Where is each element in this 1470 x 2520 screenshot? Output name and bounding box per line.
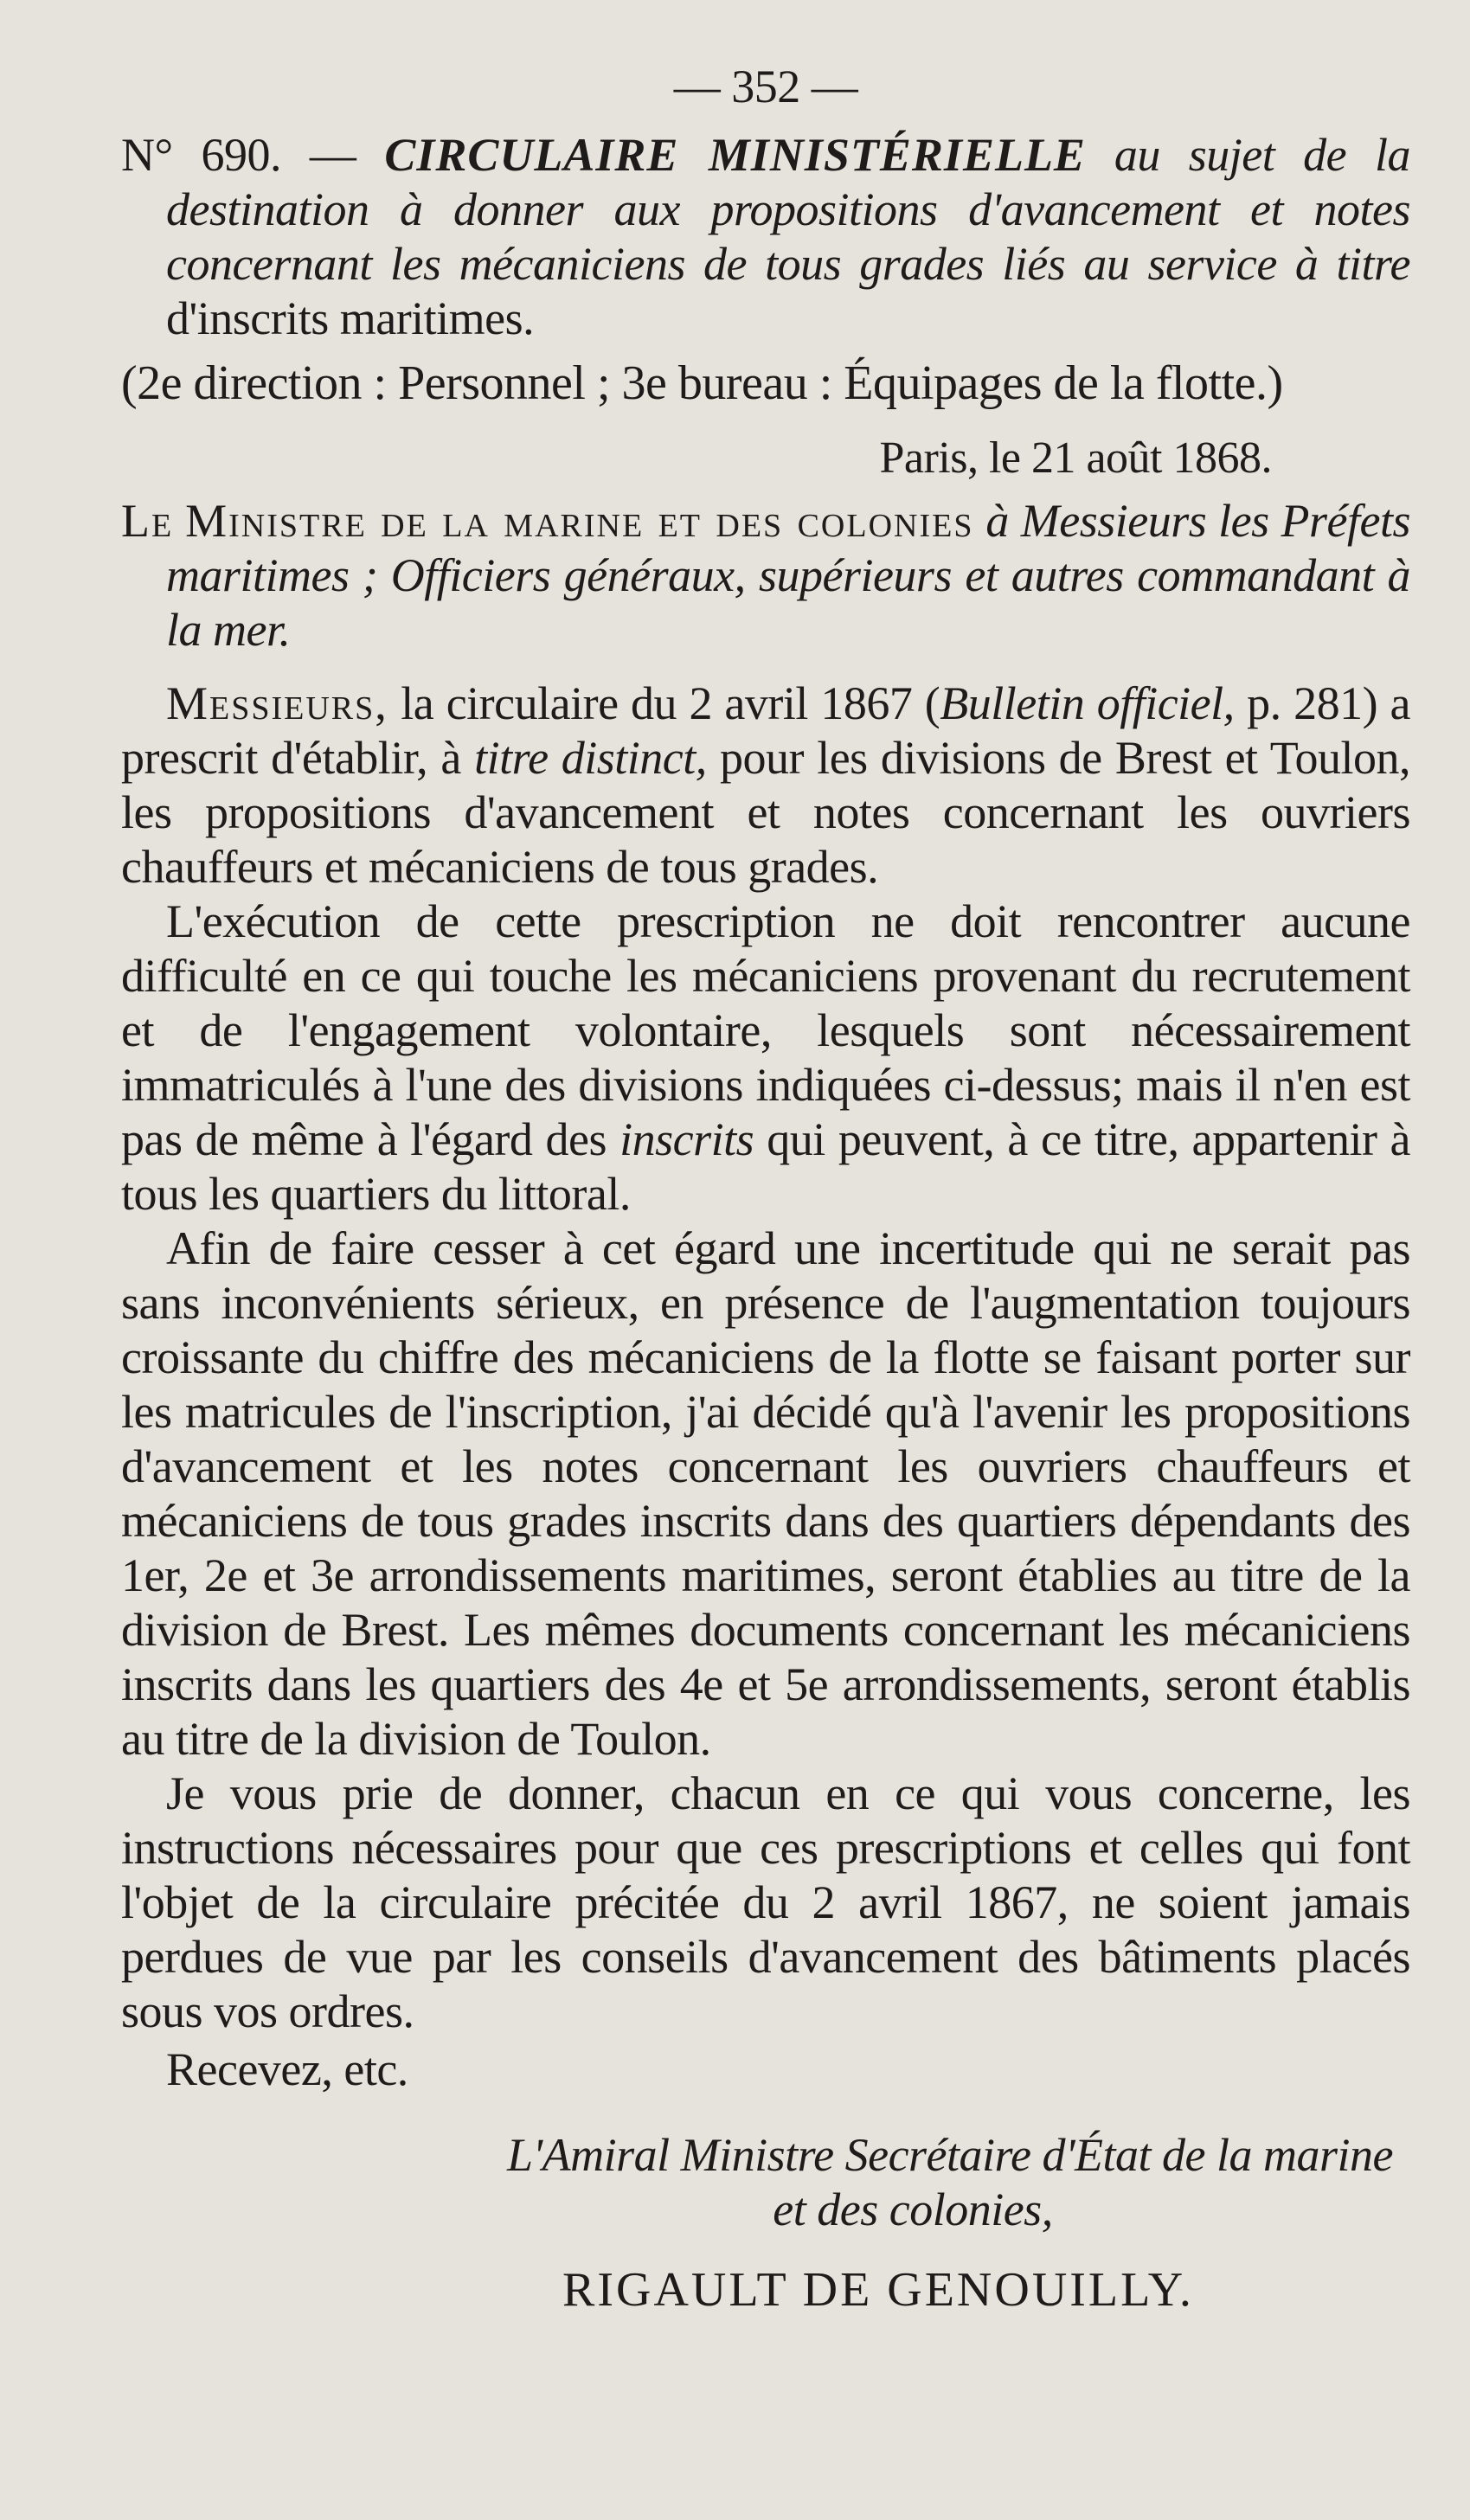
paragraph-4: Je vous prie de donner, chacun en ce qui vous concerne, les instructions nécessaires pour que ces prescriptions et celles qui font l'objet de la circulaire précitée du 2 avril 1867, ne soient jamais perdues de vue par les conseils d'avancement des bâtiments placés sous vos ordres. <box>121 1767 1410 2037</box>
signature-title: L'Amiral Ministre Secrétaire d'État de la marine <box>507 2129 1393 2181</box>
inscrits-word: inscrits <box>619 1113 754 1165</box>
salutation: Messieurs, <box>166 677 388 729</box>
heading-dash: — <box>281 129 385 181</box>
dateline: Paris, le 21 août 1868. <box>879 433 1272 483</box>
signature-title-continued: et des colonies, <box>773 2183 1053 2235</box>
page-text <box>121 52 1410 2318</box>
paragraph-2-a: L'exécution de cette prescription ne doit rencontrer aucune difficulté en ce qui touche les mécaniciens provenant du recrutement et de l'engagement volontaire, lesquels sont nécessairement immatriculés à l'une des divisions indiquées ci-dessus; mais il n'en est pas de même à l'égard des <box>121 895 1410 1165</box>
address-le: Le <box>121 495 174 547</box>
direction-line: (2e direction : Personnel ; 3e bureau : Équipages de la flotte.) <box>121 356 1283 410</box>
paragraph-1 <box>121 676 1410 895</box>
paragraph-1-c: pour les divisions de Brest et Toulon, les propositions d'avancement et notes concernant les ouvriers chauffeurs et mécaniciens de tous grades. <box>121 732 1411 893</box>
paragraph-3: Afin de faire cesser à cet égard une incertitude qui ne serait pas sans inconvénients sérieux, en présence de l'augmentation toujours croissante du chiffre des mécaniciens de la flotte se faisant porter sur les matricules de l'inscription, j'ai décidé qu'à l'avenir les propositions d'avancement et les notes concernant les ouvriers chauffeurs et mécaniciens de tous grades inscrits dans des quartiers dépendants des 1er, 2e et 3e arrondissements maritimes, seront établies au titre de la division de Brest. Les mêmes documents concernant les mécaniciens inscrits dans les quartiers des 4e et 5e arrondissements, seront établis au titre de la division de Toulon. <box>121 1222 1410 1765</box>
paragraph-1-a: la circulaire du 2 avril 1867 ( <box>388 677 940 729</box>
circular-heading <box>121 128 1410 346</box>
signature-name: RIGAULT DE GENOUILLY. <box>562 2263 1194 2317</box>
paragraph-2-b: qui peuvent, à ce titre, appartenir à tous les quartiers du littoral. <box>121 1113 1410 1220</box>
page-number: — 352 — <box>673 61 858 112</box>
paragraph-1-b: p. 281) a prescrit d'établir, à <box>121 677 1411 784</box>
circular-number: N° 690. <box>121 129 281 181</box>
address-line <box>121 494 1410 657</box>
bulletin-officiel: Bulletin officiel, <box>940 677 1235 729</box>
circular-title-caps: CIRCULAIRE MINISTÉRIELLE <box>384 129 1086 181</box>
closing-line: Recevez, etc. <box>166 2043 408 2095</box>
circular-title-rest: au sujet de la destination à donner aux propositions d'avancement et notes concernant les mécaniciens de tous grades liés au service à titre <box>166 129 1411 290</box>
titre-distinct: titre distinct, <box>474 732 707 784</box>
address-ministre: Ministre de la marine et des colonies <box>185 495 974 547</box>
paragraph-2 <box>121 895 1410 1222</box>
address-recipients: à Messieurs les Préfets maritimes ; Officiers généraux, supérieurs et autres commandant à la mer. <box>166 495 1411 656</box>
circular-title-end: d'inscrits maritimes. <box>166 292 535 344</box>
